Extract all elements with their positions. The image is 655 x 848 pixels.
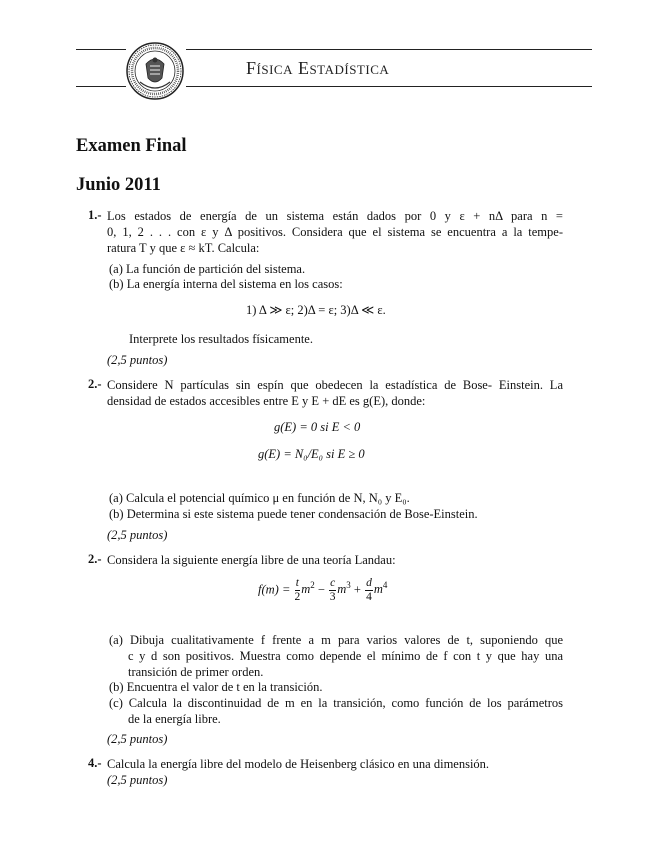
problem-3-item-a-line-1: (a) Dibuja cualitativamente f frente a m para varios valores de t, suponiendo que <box>109 633 563 647</box>
problem-1-note: Interprete los resultados físicamente. <box>129 332 313 346</box>
exam-date: Junio 2011 <box>76 175 161 195</box>
problem-2-equation-2: g(E) = N₀/E₀ si E ≥ 0 <box>258 447 365 461</box>
university-seal-icon <box>126 42 184 100</box>
header-rule-bottom-right <box>186 86 592 87</box>
problem-3-item-b: (b) Encuentra el valor de t en la transición. <box>109 680 323 694</box>
equation-lhs: f(m) = <box>258 582 291 597</box>
problem-1-number: 1.- <box>88 208 102 222</box>
problem-4-points: (2,5 puntos) <box>107 773 168 787</box>
problem-1-line-2: 0, 1, 2 . . . con ε y Δ positivos. Considera que el sistema se encuentra a la tempe- <box>107 225 563 239</box>
problem-1-item-b: (b) La energía interna del sistema en los casos: <box>109 277 343 291</box>
problem-1-points: (2,5 puntos) <box>107 353 168 367</box>
problem-3-item-c-line-1: (c) Calcula la discontinuidad de m en la transición, como función de los parámetros <box>109 696 563 710</box>
problem-1-line-3: ratura T y que ε ≈ kT. Calcula: <box>107 241 260 255</box>
landau-free-energy-equation: f(m) = $\frac{t}{2}$ $m^2$ − $\frac{c}{3}$ $m^3$ + $\frac{d}{4}$ $m^4$ <box>258 577 388 603</box>
problem-2-item-a: (a) Calcula el potencial químico μ en función de N, N₀ y E₀. <box>109 491 410 505</box>
fraction-c-over-3: $\frac{c}{3}$ <box>329 577 336 603</box>
problem-2-line-1: Considere N partículas sin espín que obedecen la estadística de Bose- Einstein. La <box>107 378 563 392</box>
problem-4-number: 4.- <box>88 756 102 770</box>
problem-3-line-1: Considera la siguiente energía libre de una teoría Landau: <box>107 553 396 567</box>
header-rule-top-right <box>186 49 592 50</box>
problem-3-points: (2,5 puntos) <box>107 732 168 746</box>
exam-title: Examen Final <box>76 136 187 156</box>
problem-2-number: 2.- <box>88 377 102 391</box>
problem-3-item-a-line-2: c y d son positivos. Muestra como depende el mínimo de f con t y que hay una <box>128 649 563 663</box>
problem-3-item-c-line-2: de la energía libre. <box>128 712 221 726</box>
problem-1-line-1: Los estados de energía de un sistema están dados por 0 y ε + nΔ para n = <box>107 209 563 223</box>
problem-2-points: (2,5 puntos) <box>107 528 168 542</box>
problem-4-line-1: Calcula la energía libre del modelo de Heisenberg clásico en una dimensión. <box>107 757 490 771</box>
header-rule-bottom-left <box>76 86 126 87</box>
problem-1-cases: 1) Δ ≫ ε; 2)Δ = ε; 3)Δ ≪ ε. <box>246 303 386 317</box>
fraction-d-over-4: $\frac{d}{4}$ <box>366 577 372 603</box>
problem-2-line-2: densidad de estados accesibles entre E y E + dE es g(E), donde: <box>107 394 426 408</box>
problem-2-equation-1: g(E) = 0 si E < 0 <box>274 420 361 434</box>
problem-3-item-a-line-3: transición de primer orden. <box>128 665 264 679</box>
problem-2-item-b: (b) Determina si este sistema puede tener condensación de Bose-Einstein. <box>109 507 478 521</box>
problem-1-item-a: (a) La función de partición del sistema. <box>109 262 306 276</box>
course-title: Física Estadística <box>246 58 390 78</box>
header-rule-top-left <box>76 49 126 50</box>
fraction-t-over-2: $\frac{t}{2}$ <box>294 577 301 603</box>
problem-3-number: 2.- <box>88 552 102 566</box>
